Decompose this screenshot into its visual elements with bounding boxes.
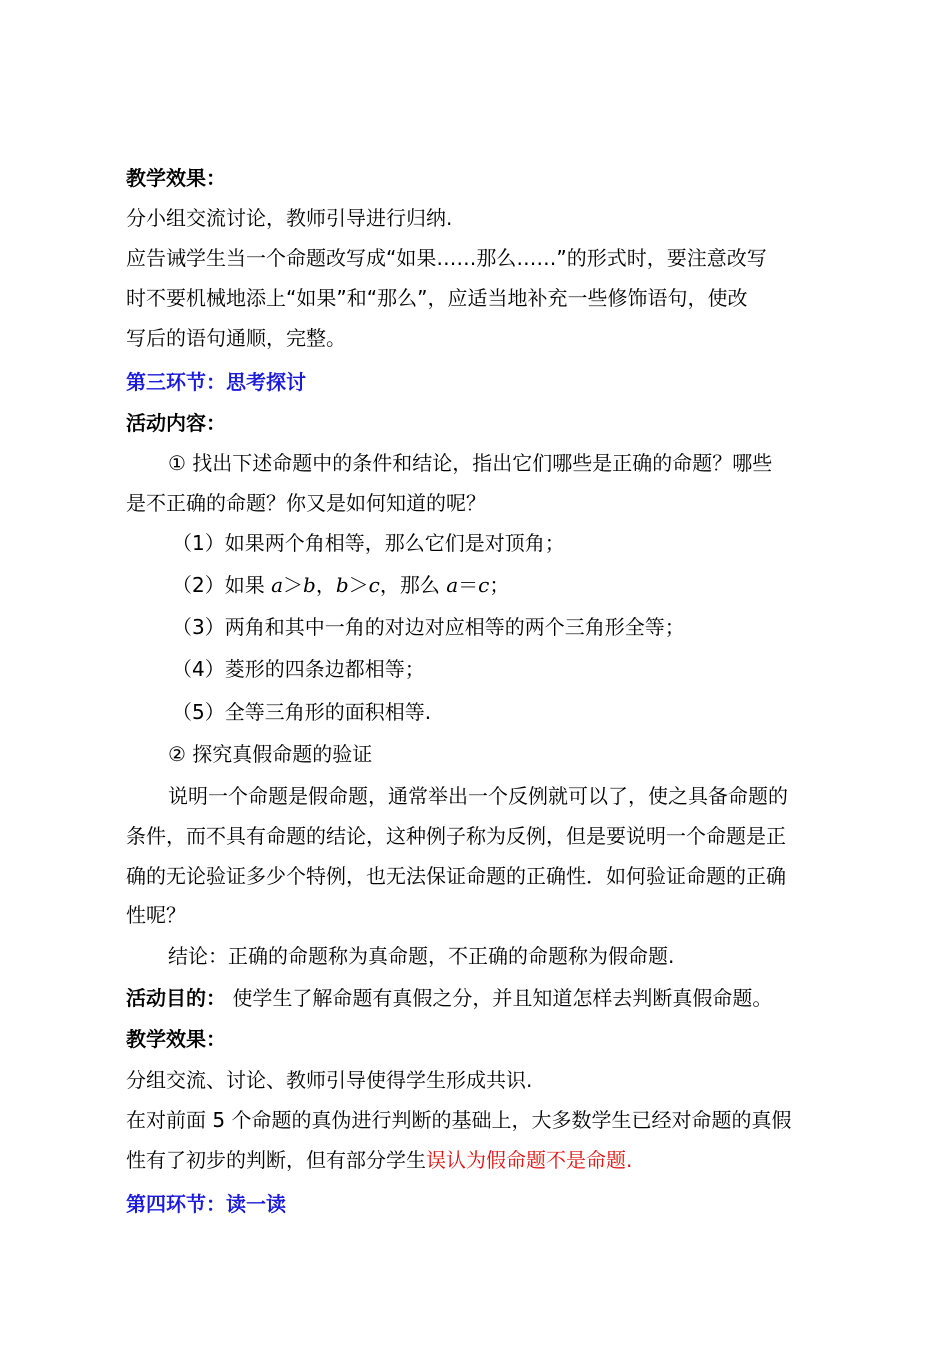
- effect-1-line-3: 时不要机械地添上“如果”和“那么”，应适当地补充一些修饰语句，使改: [126, 286, 748, 310]
- math-var-b: b: [335, 573, 349, 597]
- math-gt: ＞: [283, 573, 304, 597]
- math-var-a: a: [446, 573, 459, 597]
- math-eq: ＝: [458, 573, 479, 597]
- proposition-item-2: [172, 571, 872, 599]
- item-2-prefix: （2）如果: [172, 573, 272, 597]
- question-1-line-1: ① 找出下述命题中的条件和结论，指出它们哪些是正确的命题？哪些: [168, 451, 773, 475]
- section-4-title: 第四环节：读一读: [126, 1192, 286, 1216]
- section-3-title: 第三环节：思考探讨: [126, 370, 306, 394]
- teaching-effect-heading-2: 教学效果：: [126, 1027, 226, 1051]
- effect-2-line-3-prefix: 性有了初步的判断，但有部分学生: [126, 1148, 426, 1172]
- proposition-item-1: （1）如果两个角相等，那么它们是对顶角；: [172, 531, 565, 555]
- conclusion: 结论：正确的命题称为真命题，不正确的命题称为假命题.: [168, 944, 675, 968]
- math-gt: ＞: [348, 573, 369, 597]
- math-var-c: c: [478, 573, 490, 597]
- math-var-b: b: [303, 573, 316, 597]
- proposition-item-5: （5）全等三角形的面积相等.: [172, 700, 432, 724]
- question-1-line-2: 是不正确的命题？你又是如何知道的呢？: [126, 491, 486, 515]
- effect-2-line-3: [126, 1146, 826, 1174]
- activity-purpose-label: 活动目的：: [126, 986, 226, 1010]
- proposition-item-3: （3）两角和其中一角的对边对应相等的两个三角形全等；: [172, 615, 685, 639]
- activity-purpose: [126, 984, 826, 1012]
- paragraph-line-4: 性呢？: [126, 903, 186, 927]
- proposition-item-4: （4）菱形的四条边都相等；: [172, 657, 425, 681]
- item-2-end: ；: [489, 573, 510, 597]
- activity-purpose-text: 使学生了解命题有真假之分，并且知道怎样去判断真假命题。: [226, 986, 773, 1010]
- misconception-highlight: 误认为假命题不是命题.: [426, 1148, 633, 1172]
- effect-1-line-2: 应告诫学生当一个命题改写成“如果……那么……”的形式时，要注意改写: [126, 246, 767, 270]
- question-2: ② 探究真假命题的验证: [168, 742, 373, 766]
- effect-2-line-1: 分组交流、讨论、教师引导使得学生形成共识.: [126, 1068, 533, 1092]
- math-var-a: a: [271, 573, 284, 597]
- teaching-effect-heading-1: 教学效果：: [126, 166, 226, 190]
- paragraph-line-1: 说明一个命题是假命题，通常举出一个反例就可以了，使之具备命题的: [168, 784, 788, 808]
- paragraph-line-3: 确的无论验证多少个特例，也无法保证命题的正确性．如何验证命题的正确: [126, 864, 786, 888]
- effect-1-line-1: 分小组交流讨论，教师引导进行归纳.: [126, 206, 453, 230]
- paragraph-line-2: 条件，而不具有命题的结论，这种例子称为反例，但是要说明一个命题是正: [126, 824, 786, 848]
- item-2-comma: ，: [315, 573, 336, 597]
- math-var-c: c: [368, 573, 380, 597]
- activity-content-heading: 活动内容：: [126, 411, 226, 435]
- item-2-then: ，那么: [379, 573, 447, 597]
- effect-1-line-4: 写后的语句通顺，完整。: [126, 326, 346, 350]
- effect-2-line-2: 在对前面 5 个命题的真伪进行判断的基础上，大多数学生已经对命题的真假: [126, 1108, 792, 1132]
